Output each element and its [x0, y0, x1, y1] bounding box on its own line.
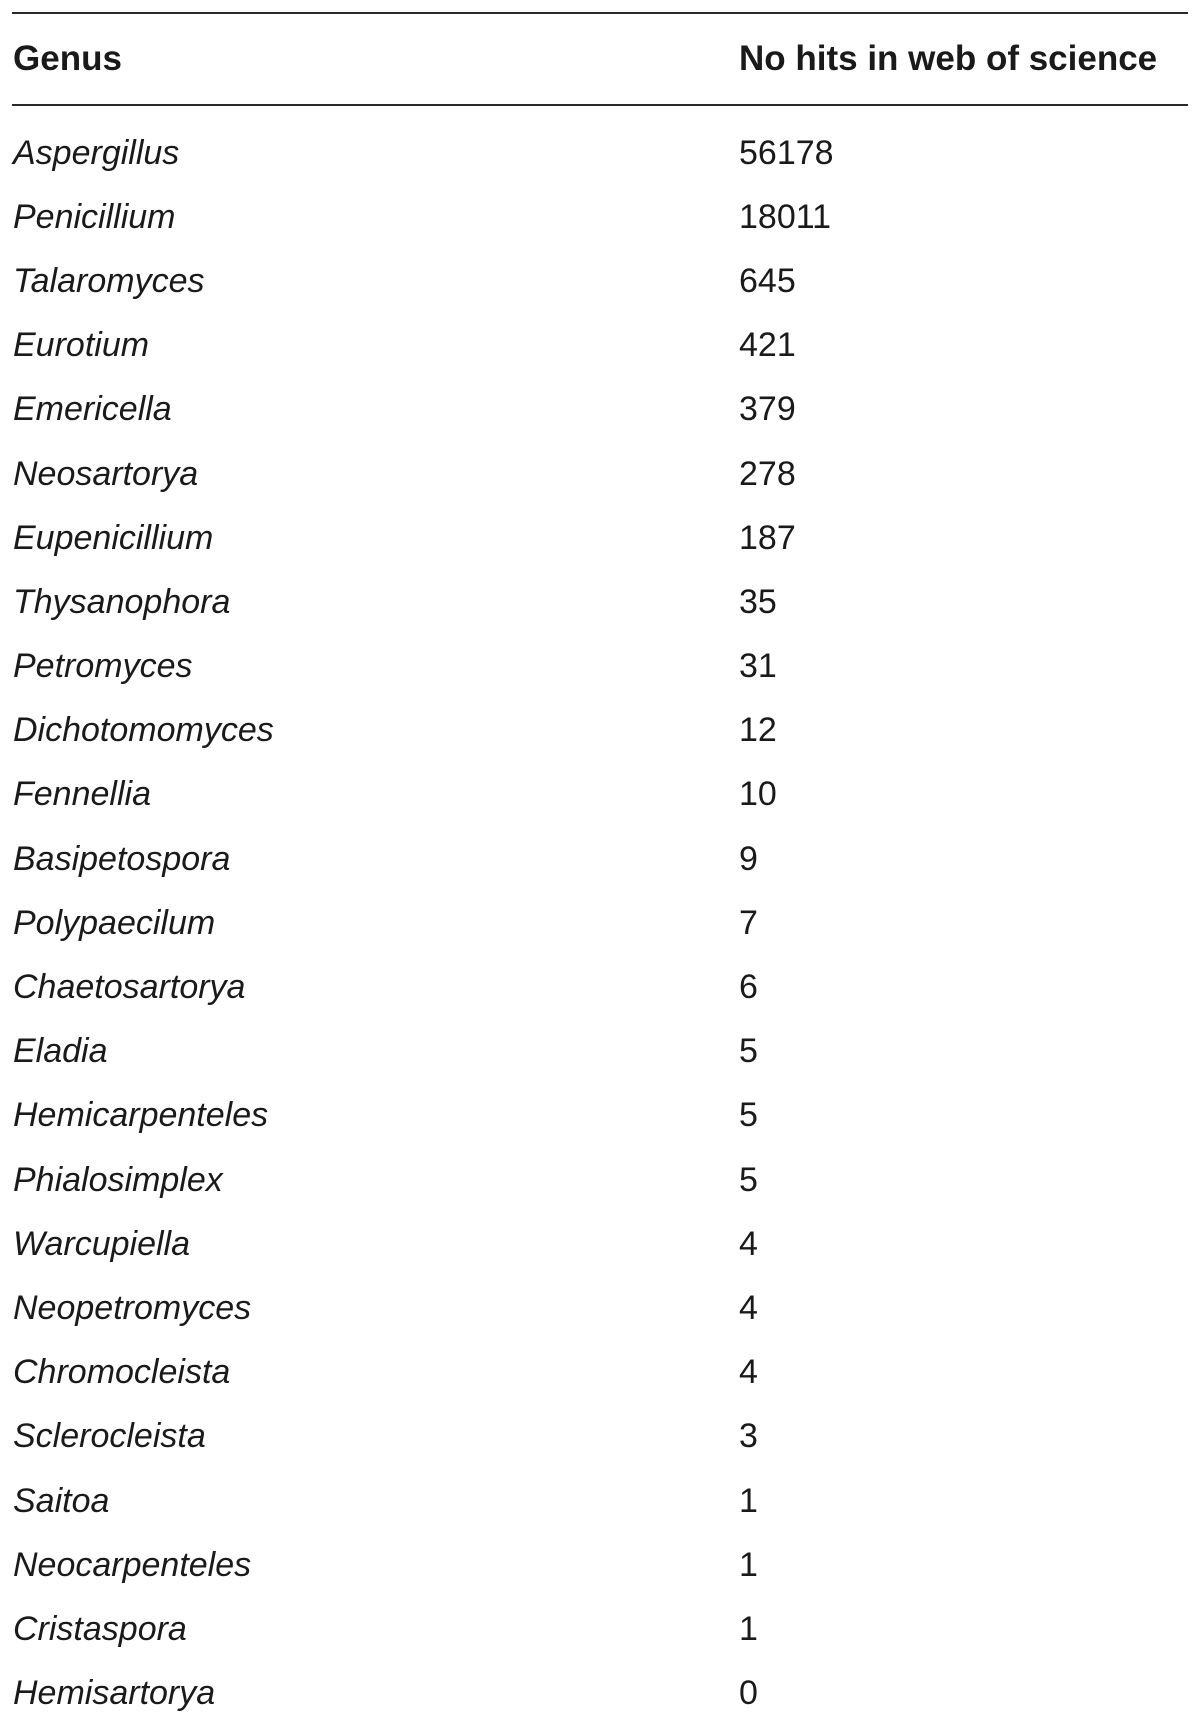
genus-cell: Hemisartorya: [13, 1674, 216, 1713]
table-row: [12, 1212, 1188, 1276]
genus-cell: Warcupiella: [13, 1224, 191, 1263]
hits-cell: 12: [739, 711, 777, 750]
table-row: [12, 121, 1188, 185]
hits-cell: 4: [739, 1353, 758, 1392]
hits-cell: 1: [739, 1481, 758, 1520]
header-hits: No hits in web of science: [739, 39, 1158, 78]
table-row: [12, 1276, 1188, 1340]
hits-cell: 31: [739, 647, 777, 686]
hits-cell: 10: [739, 775, 777, 814]
hits-cell: 6: [739, 968, 758, 1007]
table-row: [12, 314, 1188, 378]
hits-cell: 7: [739, 903, 758, 942]
table-row: [12, 1148, 1188, 1212]
hits-cell: 4: [739, 1224, 758, 1263]
table-row: [12, 570, 1188, 634]
hits-cell: 5: [739, 1032, 758, 1071]
table-row: [12, 699, 1188, 763]
genus-cell: Neocarpenteles: [13, 1545, 252, 1584]
hits-cell: 1: [739, 1609, 758, 1648]
table-row: [12, 1469, 1188, 1533]
genus-cell: Phialosimplex: [13, 1160, 223, 1199]
hits-cell: 0: [739, 1674, 758, 1713]
table-row: [12, 1341, 1188, 1405]
table-row: [12, 1020, 1188, 1084]
genus-cell: Eupenicillium: [13, 518, 214, 557]
table-row: [12, 955, 1188, 1019]
genus-cell: Polypaecilum: [13, 903, 216, 942]
table-body: [12, 106, 1188, 1726]
genus-cell: Chaetosartorya: [13, 968, 246, 1007]
genus-cell: Neopetromyces: [13, 1288, 252, 1327]
table-row: [12, 1405, 1188, 1469]
hits-cell: 3: [739, 1417, 758, 1456]
hits-cell: 35: [739, 582, 777, 621]
hits-cell: 278: [739, 454, 796, 493]
genus-cell: Penicillium: [13, 197, 176, 236]
genus-cell: Dichotomomyces: [13, 711, 274, 750]
hits-cell: 5: [739, 1160, 758, 1199]
hits-cell: 421: [739, 326, 796, 365]
genus-cell: Emericella: [13, 390, 172, 429]
table-row: [12, 378, 1188, 442]
hits-cell: 187: [739, 518, 796, 557]
hits-cell: 379: [739, 390, 796, 429]
hits-cell: 56178: [739, 133, 834, 172]
table-row: [12, 763, 1188, 827]
hits-cell: 645: [739, 261, 796, 300]
genus-cell: Chromocleista: [13, 1353, 231, 1392]
genus-cell: Thysanophora: [13, 582, 231, 621]
genus-cell: Neosartorya: [13, 454, 199, 493]
genus-cell: Cristaspora: [13, 1609, 187, 1648]
table-row: [12, 1597, 1188, 1661]
table-row: [12, 1662, 1188, 1726]
hits-cell: 9: [739, 839, 758, 878]
table-row: [12, 442, 1188, 506]
genus-cell: Aspergillus: [13, 133, 180, 172]
genus-cell: Eladia: [13, 1032, 108, 1071]
genus-cell: Sclerocleista: [13, 1417, 206, 1456]
genus-cell: Talaromyces: [13, 261, 205, 300]
table-row: [12, 827, 1188, 891]
genus-cell: Petromyces: [13, 647, 193, 686]
genus-cell: Fennellia: [13, 775, 151, 814]
hits-cell: 1: [739, 1545, 758, 1584]
table-row: [12, 185, 1188, 249]
table-row: [12, 1533, 1188, 1597]
table-row: [12, 249, 1188, 313]
table-row: [12, 506, 1188, 570]
genus-cell: Hemicarpenteles: [13, 1096, 269, 1135]
table-header-row: [12, 14, 1188, 104]
genus-cell: Saitoa: [13, 1481, 110, 1520]
hits-cell: 4: [739, 1288, 758, 1327]
genus-hits-table: [12, 12, 1188, 1726]
header-genus: Genus: [13, 39, 122, 78]
table-row: [12, 891, 1188, 955]
genus-cell: Eurotium: [13, 326, 150, 365]
table-row: [12, 635, 1188, 699]
genus-cell: Basipetospora: [13, 839, 231, 878]
table-row: [12, 1084, 1188, 1148]
hits-cell: 5: [739, 1096, 758, 1135]
hits-cell: 18011: [739, 197, 832, 236]
